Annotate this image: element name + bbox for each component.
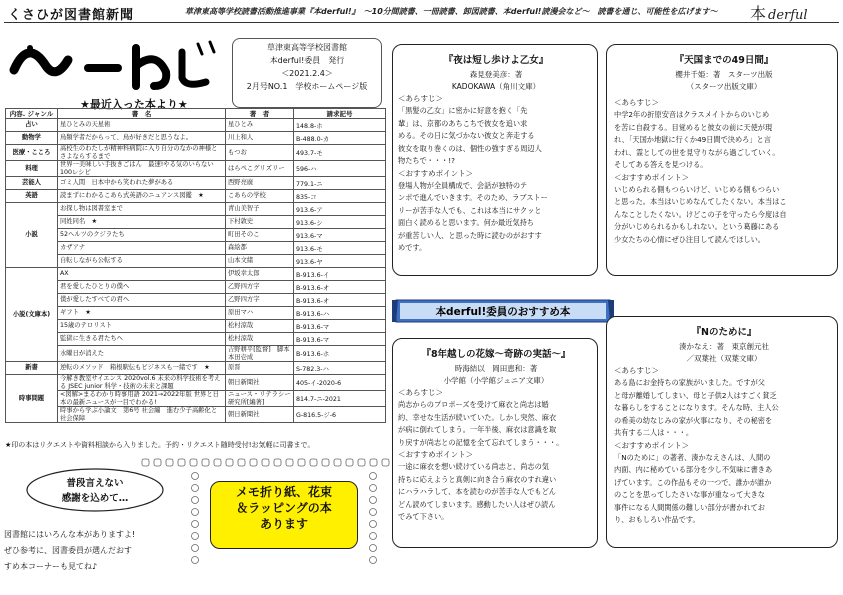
book-author: 湊かなえ：著 東京創元社 bbox=[679, 342, 769, 351]
title-cell: 高校生のわたしが精神科病院に入り自分のなかの神様とさよならするまで bbox=[58, 145, 226, 161]
deco-mark bbox=[262, 459, 269, 466]
deco-mark bbox=[192, 545, 199, 552]
deco-mark bbox=[238, 459, 245, 466]
text-line: んなことしたくない。けどこの子を守ったら今度は自 bbox=[614, 209, 787, 219]
call-number-cell: B-913.6-マ bbox=[294, 333, 386, 346]
call-number-cell: 596-ハ bbox=[294, 161, 386, 177]
table-row bbox=[6, 346, 386, 362]
table-row bbox=[6, 407, 386, 423]
title-cell: 僕が愛したすべての君へ bbox=[58, 294, 226, 307]
text-line: のことを思ってしたさいな事が重なって大きな bbox=[614, 490, 765, 499]
publisher: 本derful!委員 発行 bbox=[269, 56, 345, 65]
deco-mark bbox=[192, 485, 199, 492]
genre-cell: 芸能人 bbox=[6, 177, 58, 190]
text-line: 内面、内に秘めている部分を少し不気味に書きあ bbox=[614, 465, 773, 474]
author-cell: 山本文緒 bbox=[226, 255, 294, 268]
table-row bbox=[6, 190, 386, 203]
table-row bbox=[6, 132, 386, 145]
table-row bbox=[6, 119, 386, 132]
bubble-line: 感謝を込めて… bbox=[61, 493, 129, 504]
deco-mark bbox=[382, 459, 389, 466]
author-cell: 原田マハ bbox=[226, 307, 294, 320]
table-row bbox=[6, 229, 386, 242]
text-line: な暮らしをすることになります。そんな時、主人公 bbox=[614, 403, 779, 412]
table-row bbox=[6, 255, 386, 268]
title-cell: 水曜日が消えた bbox=[58, 346, 226, 362]
call-number-cell: 493.7-モ bbox=[294, 145, 386, 161]
message-line: すめ本コーナーも見てね♪ bbox=[4, 562, 98, 571]
deco-mark bbox=[192, 509, 199, 516]
decorative-column-icon bbox=[190, 470, 200, 570]
text-line: にハラハラして、本を読むのが苦手な人でもどん bbox=[398, 487, 556, 496]
book-review-content bbox=[398, 346, 594, 524]
book-author: 櫻井千姫：著 スターツ出版 bbox=[675, 70, 773, 79]
honderful-logo-icon bbox=[746, 2, 838, 24]
deco-mark bbox=[192, 557, 199, 564]
author-cell: はらぺこグリズリー bbox=[226, 161, 294, 177]
table-row bbox=[6, 145, 386, 161]
deco-mark bbox=[178, 459, 185, 466]
table-header-row bbox=[6, 109, 386, 119]
message-line: ぜひ参考に、図書委員が選んだおす bbox=[4, 546, 132, 555]
call-number-cell: B-913.6-イ bbox=[294, 268, 386, 281]
text-line: でみて下さい。 bbox=[398, 512, 449, 521]
deco-mark bbox=[226, 459, 233, 466]
publication-info-box bbox=[232, 38, 382, 108]
book-title: 『Nのために』 bbox=[691, 327, 757, 338]
memo-line: あります bbox=[259, 517, 308, 531]
text-line: リーが苦手な人でも、これは本当にサクッと bbox=[398, 205, 542, 215]
deco-mark bbox=[370, 521, 377, 528]
title-cell: 52ヘルツのクジラたち bbox=[58, 229, 226, 242]
deco-mark bbox=[370, 497, 377, 504]
author-cell: 松村涼哉 bbox=[226, 333, 294, 346]
call-number-cell: B-913.6-オ bbox=[294, 281, 386, 294]
deco-mark bbox=[166, 459, 173, 466]
text-line: 共有する二人は・・・。 bbox=[614, 428, 694, 437]
text-line: 輩」は、京都のあちこちで彼女を追い求 bbox=[398, 118, 528, 128]
deco-mark bbox=[214, 459, 221, 466]
table-row bbox=[6, 177, 386, 190]
table-row bbox=[6, 375, 386, 391]
text-line: そしてある答えを見つける。 bbox=[614, 160, 708, 169]
point-text bbox=[614, 452, 834, 527]
point-heading: ＜おすすめポイント＞ bbox=[614, 172, 690, 182]
text-line: 面白く読めると思います。何か最近気持ち bbox=[398, 218, 534, 227]
deco-mark bbox=[274, 459, 281, 466]
header-tagline: 草津東高等学校読書活動推進事業『本derful!』 ～10分間読書、一冊読書、卸図読書、本derful!読漫会など～ 読書を通じ、可能性を広げます～ bbox=[185, 7, 718, 16]
author-cell: 川上和人 bbox=[226, 132, 294, 145]
column-header: 著 者 bbox=[226, 109, 294, 119]
book-review-content bbox=[614, 324, 834, 527]
text-line: われ、霊としての世を見守りながら過ごしていく。 bbox=[614, 147, 780, 157]
text-line: れ、「天国か地獄に行くか49日間で決めろ」と言 bbox=[614, 135, 771, 144]
call-number-cell: 148.8-ホ bbox=[294, 119, 386, 132]
text-line: 分がいじめられるかもしれない。という葛藤にある bbox=[614, 222, 780, 231]
memo-line: メモ折り紙、花束 bbox=[235, 485, 332, 499]
text-line: いじめられる側もつらいけど、いじめる側もつらい bbox=[614, 184, 780, 194]
issue-date: ＜2021.2.4＞ bbox=[281, 69, 333, 78]
author-cell: 青山美智子 bbox=[226, 203, 294, 216]
text-line: 事件になる人間関係の難しい部分が書かれてお bbox=[614, 502, 765, 512]
title-cell: 逆転のメソッド 箱根駅伝もビジネスも一緒です ★ bbox=[58, 362, 226, 375]
column-header: 請求記号 bbox=[294, 109, 386, 119]
synopsis-heading: ＜あらすじ＞ bbox=[614, 98, 659, 107]
recent-books-table bbox=[5, 108, 386, 423]
speech-bubble-text bbox=[24, 476, 166, 506]
author-cell: もつお bbox=[226, 145, 294, 161]
library-name: 草津東高等学校図書館 bbox=[267, 43, 347, 52]
synopsis-heading: ＜あらすじ＞ bbox=[398, 388, 443, 397]
call-number-cell: 779.1-ニ bbox=[294, 177, 386, 190]
deco-mark bbox=[142, 459, 149, 466]
author-cell: 原晋 bbox=[226, 362, 294, 375]
author-cell: 乙野四方字 bbox=[226, 281, 294, 294]
message-line: 図書館にはいろんな本がありますよ! bbox=[4, 530, 136, 539]
call-number-cell: B-913.6-マ bbox=[294, 320, 386, 333]
author-cell: 乙野四方字 bbox=[226, 294, 294, 307]
deco-mark bbox=[298, 459, 305, 466]
deco-mark bbox=[250, 459, 257, 466]
title-cell: AX bbox=[58, 268, 226, 281]
text-line: どん読めてしまいます。感動したい人はぜひ読ん bbox=[398, 499, 556, 509]
call-number-cell: 913.6-シ bbox=[294, 216, 386, 229]
deco-mark bbox=[192, 521, 199, 528]
text-line: 持ちに応えようと真剣に向き合う麻衣のすれ違い bbox=[398, 474, 557, 484]
text-line: 物たちで・・・!? bbox=[398, 156, 455, 165]
book-publisher: （スターツ出版文庫） bbox=[686, 82, 762, 91]
deco-mark bbox=[370, 485, 377, 492]
call-number-cell: S-782.3-ハ bbox=[294, 362, 386, 375]
call-number-cell: 405-イ-2020-6 bbox=[294, 375, 386, 391]
deco-mark bbox=[358, 459, 365, 466]
call-number-cell: B-913.6-オ bbox=[294, 294, 386, 307]
genre-cell: 新書 bbox=[6, 362, 58, 375]
call-number-cell: B-913.6-ハ bbox=[294, 307, 386, 320]
point-text bbox=[614, 184, 834, 247]
text-line: める。その日に気づかない彼女と奔走する bbox=[398, 131, 535, 140]
call-number-cell: 913.6-モ bbox=[294, 242, 386, 255]
text-line: を苦に自殺する。目覚めると彼女の前に天使が現 bbox=[614, 122, 773, 132]
text-line: 中学2年の折原安音はクラスメイトからのいじめ bbox=[614, 110, 770, 119]
text-line: 「黒髪の乙女」に密かに好意を抱く「先 bbox=[398, 106, 528, 115]
deco-mark bbox=[322, 459, 329, 466]
author-cell: 西野亮廣 bbox=[226, 177, 294, 190]
title-cell: 星ひとみの天星術 bbox=[58, 119, 226, 132]
wrapping-books-notice bbox=[210, 481, 358, 549]
genre-cell: 占い bbox=[6, 119, 58, 132]
title-cell: 君を愛したひとりの僕へ bbox=[58, 281, 226, 294]
text-line: が病に倒れてしまう。一年半後、麻衣は意識を取 bbox=[398, 425, 557, 434]
text-line: の希美の幼なじみの家が火事になり、その秘密を bbox=[614, 415, 773, 425]
genre-cell: 小説 bbox=[6, 203, 58, 268]
decorative-column-icon bbox=[368, 470, 378, 570]
deco-mark bbox=[370, 557, 377, 564]
book-review-content bbox=[614, 52, 834, 246]
table-row bbox=[6, 242, 386, 255]
text-line: り戻すが尚志との記憶を全て忘れてしまう・・・。 bbox=[398, 437, 564, 447]
synopsis-text bbox=[398, 399, 594, 449]
call-number-cell: B-488.0-カ bbox=[294, 132, 386, 145]
text-line: 尚志からのプロポーズを受けて麻衣と尚志は婚 bbox=[398, 400, 549, 409]
table-row bbox=[6, 294, 386, 307]
author-cell: ニュース・リテラシー研究所[編著] bbox=[226, 391, 294, 407]
svg-text:derful: derful bbox=[768, 8, 808, 23]
call-number-cell: G-816.5-ジ-6 bbox=[294, 407, 386, 423]
title-cell: お探し物は図書室まで bbox=[58, 203, 226, 216]
book-title: 『8年越しの花嫁～奇跡の実話～』 bbox=[421, 349, 571, 360]
column-header: 書 名 bbox=[58, 109, 226, 119]
table-row bbox=[6, 203, 386, 216]
title-cell: カザアナ bbox=[58, 242, 226, 255]
book-title: 『夜は短し歩けよ乙女』 bbox=[443, 55, 549, 66]
paper-name-logo-icon bbox=[6, 30, 236, 96]
library-message bbox=[4, 527, 135, 575]
author-cell: 下村敦史 bbox=[226, 216, 294, 229]
genre-cell: 時事問題 bbox=[6, 375, 58, 423]
genre-cell: 小説(文庫本) bbox=[6, 268, 58, 362]
text-line: 彼女を取り巻くのは、個性の強すぎる周辺人 bbox=[398, 143, 542, 153]
table-row bbox=[6, 362, 386, 375]
genre-cell: 医療・こころ bbox=[6, 145, 58, 161]
synopsis-text bbox=[398, 105, 594, 168]
text-line: げています。この作品もその一つで、誰かが誰か bbox=[614, 477, 772, 487]
book-review-content bbox=[398, 52, 594, 255]
recent-books-body bbox=[6, 119, 386, 423]
deco-mark bbox=[370, 545, 377, 552]
table-row bbox=[6, 161, 386, 177]
deco-mark bbox=[192, 533, 199, 540]
title-cell: ギフト ★ bbox=[58, 307, 226, 320]
point-text bbox=[398, 461, 594, 524]
deco-mark bbox=[202, 459, 209, 466]
table-row bbox=[6, 391, 386, 407]
deco-mark bbox=[370, 509, 377, 516]
author-cell: 伊坂幸太郎 bbox=[226, 268, 294, 281]
synopsis-text bbox=[614, 109, 834, 172]
author-cell: 町田そのこ bbox=[226, 229, 294, 242]
recommend-banner-text: 本derful!委員のおすすめ本 bbox=[435, 306, 571, 318]
call-number-cell: B-913.6-ホ bbox=[294, 346, 386, 362]
point-heading: ＜おすすめポイント＞ bbox=[398, 450, 474, 459]
deco-mark bbox=[192, 497, 199, 504]
title-cell: 15歳のテロリスト bbox=[58, 320, 226, 333]
author-cell: 朝日新聞社 bbox=[226, 375, 294, 391]
request-footnote: ★印の本はリクエストや資料相談から入りました。予約・リクエスト随時受付!お気軽に司書まで。 bbox=[5, 441, 315, 449]
point-heading: ＜おすすめポイント＞ bbox=[614, 440, 690, 450]
newspaper-title: くさひが図書館新聞 bbox=[8, 8, 135, 23]
author-cell: 星ひとみ bbox=[226, 119, 294, 132]
genre-cell: 英語 bbox=[6, 190, 58, 203]
text-line: り、おもしろい作品です。 bbox=[614, 515, 700, 524]
text-line: めです。 bbox=[398, 243, 427, 252]
deco-mark bbox=[346, 459, 353, 466]
text-line: ある島にお金持ちの家族がいました。ですが父 bbox=[614, 378, 765, 387]
point-text bbox=[398, 180, 594, 255]
call-number-cell: 913.6-マ bbox=[294, 229, 386, 242]
title-cell: 世界一美味しい手抜きごはん 最速!やる気のいらない100レシピ bbox=[58, 161, 226, 177]
table-row bbox=[6, 281, 386, 294]
book-author: 森見登美彦：著 bbox=[469, 70, 523, 79]
author-cell: 松村涼哉 bbox=[226, 320, 294, 333]
call-number-cell: 835-コ bbox=[294, 190, 386, 203]
memo-line: ＆ラッピングの本 bbox=[236, 501, 332, 515]
book-publisher: 小学館（小学館ジュニア文庫） bbox=[443, 376, 549, 385]
call-number-cell: 814.7-ニ-2021 bbox=[294, 391, 386, 407]
table-row bbox=[6, 268, 386, 281]
genre-cell: 動物学 bbox=[6, 132, 58, 145]
column-header: 内容. ジャンル bbox=[6, 109, 58, 119]
author-cell: 朝日新聞社 bbox=[226, 407, 294, 423]
title-cell: 読まずにわかるこあら式英語のニュアンス図鑑 ★ bbox=[58, 190, 226, 203]
deco-mark bbox=[154, 459, 161, 466]
title-cell: 自転しながら公転する bbox=[58, 255, 226, 268]
point-heading: ＜おすすめポイント＞ bbox=[398, 168, 474, 178]
title-cell: 鳥類学者だからって、鳥が好きだと思うなよ。 bbox=[58, 132, 226, 145]
author-cell: こあらの学校 bbox=[226, 190, 294, 203]
deco-mark bbox=[370, 533, 377, 540]
title-cell: 監獄に生きる君たちへ bbox=[58, 333, 226, 346]
synopsis-heading: ＜あらすじ＞ bbox=[614, 366, 659, 375]
deco-mark bbox=[190, 459, 197, 466]
recent-books-heading: ★最近入った本より★ bbox=[80, 98, 188, 111]
title-cell: 時事から学ぶ小論文 第6号 社会編 進む少子高齢化と社会保障 bbox=[58, 407, 226, 423]
title-cell: 同姓同名 ★ bbox=[58, 216, 226, 229]
table-row bbox=[6, 320, 386, 333]
title-cell: 今解き教室サイエンス 2020vol.6 未来の科学技術を考える JSEC junior 科学・技術の未来と課題 bbox=[58, 375, 226, 391]
decorative-border-icon bbox=[140, 458, 386, 468]
text-line: 「Nのために」の著者、湊かなえさんは、人間の bbox=[614, 452, 771, 462]
deco-mark bbox=[286, 459, 293, 466]
text-line: ンポで進んでいきます。そのため、ラブストー bbox=[398, 193, 548, 202]
book-title: 『天国までの49日間』 bbox=[674, 55, 774, 66]
bubble-line: 普段言えない bbox=[66, 478, 124, 489]
text-line: 一途に麻衣を想い続けている尚志と、尚志の気 bbox=[398, 462, 549, 471]
table-row bbox=[6, 216, 386, 229]
author-cell: 吉野耕平[監督] 脚本 本田壱成 bbox=[226, 346, 294, 362]
text-line: と母が離婚してしまい、母と子供2人はすごく貧乏 bbox=[614, 390, 777, 400]
header-rule bbox=[4, 22, 839, 23]
table-row bbox=[6, 333, 386, 346]
deco-mark bbox=[370, 459, 377, 466]
call-number-cell: 913.6-ヤ bbox=[294, 255, 386, 268]
book-publisher: ／双葉社（双葉文庫） bbox=[686, 354, 762, 363]
title-cell: <図解>まるわかり時事用語 2021→2022年版 世界と日本の最新ニュースが一目でわかる! bbox=[58, 391, 226, 407]
title-cell: ゴミ人間 日本中から笑われた夢がある bbox=[58, 177, 226, 190]
author-cell: 森絵都 bbox=[226, 242, 294, 255]
genre-cell: 料理 bbox=[6, 161, 58, 177]
deco-mark bbox=[310, 459, 317, 466]
book-publisher: KADOKAWA（角川文庫） bbox=[451, 82, 541, 91]
deco-mark bbox=[192, 473, 199, 480]
text-line: 少女たちの心情にぜひ注目して読んでほしい。 bbox=[614, 234, 765, 244]
issue-number: 2月号NO.1 学校ホームページ版 bbox=[246, 82, 368, 91]
table-row bbox=[6, 307, 386, 320]
book-author: 時海結以 岡田恵和：著 bbox=[454, 364, 538, 373]
text-line: が重苦しい人、と思った時に読むのがおすす bbox=[398, 230, 542, 240]
deco-mark bbox=[370, 473, 377, 480]
synopsis-text bbox=[614, 377, 834, 440]
text-line: 登場人物が全員構成で、会話が独特のテ bbox=[398, 180, 528, 190]
deco-mark bbox=[334, 459, 341, 466]
svg-text:本: 本 bbox=[750, 4, 767, 23]
call-number-cell: 913.6-ア bbox=[294, 203, 386, 216]
synopsis-heading: ＜あらすじ＞ bbox=[398, 94, 443, 103]
text-line: と思った。本当はいじめなんてしたくない。本当はこ bbox=[614, 197, 787, 206]
text-line: 約、幸せな生活が続いていた。しかし突然、麻衣 bbox=[398, 412, 557, 422]
